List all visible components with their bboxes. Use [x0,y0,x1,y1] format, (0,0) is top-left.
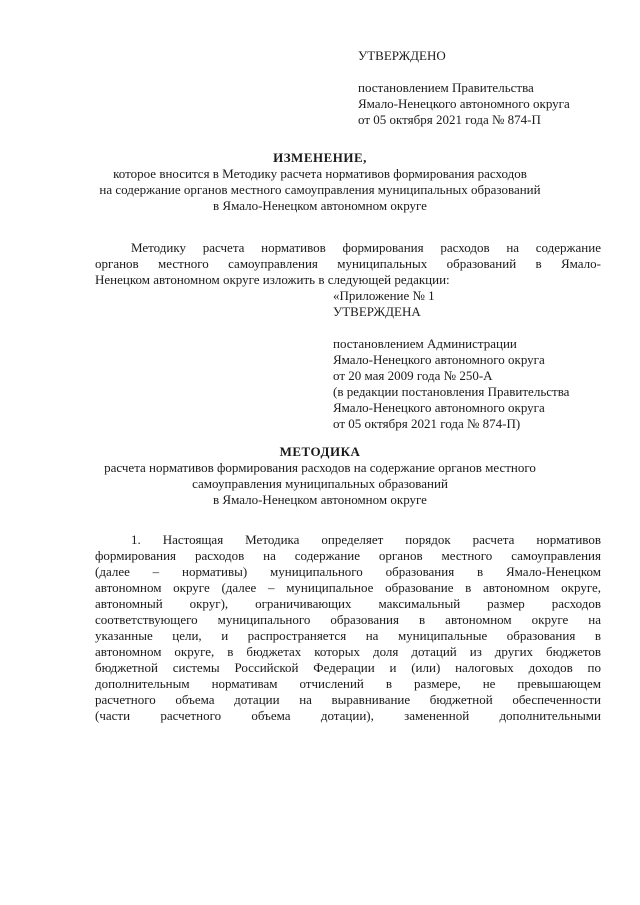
paragraph-line: 1. Настоящая Методика определяет порядок расчета нормативов [131,532,601,547]
paragraph-line: указанные цели, и распространяется на муниципальные образования в [95,628,601,643]
appendix-line: от 05 октября 2021 года № 874-П) [333,416,521,431]
paragraph-line: дополнительным нормативам отчислений в размере, не превышающем [95,676,601,691]
appendix-line: (в редакции постановления Правительства [333,384,570,399]
change-subtitle-line: в Ямало-Ненецком автономном округе [213,198,427,213]
appendix-line: Ямало-Ненецкого автономного округа [333,400,545,415]
method-subtitle-line: в Ямало-Ненецком автономном округе [213,492,427,507]
approval-title: УТВЕРЖДЕНО [358,48,446,63]
intro-line: Ненецком автономном округе изложить в следующей редакции: [95,272,450,287]
change-subtitle-line: на содержание органов местного самоуправления муниципальных образований [99,182,541,197]
intro-line: органов местного самоуправления муниципальных образований в Ямало- [95,256,601,271]
method-title: МЕТОДИКА [279,444,361,459]
appendix-title: УТВЕРЖДЕНА [333,304,421,319]
appendix-line: Ямало-Ненецкого автономного округа [333,352,545,367]
change-title: ИЗМЕНЕНИЕ, [273,150,367,165]
paragraph-line: автономном округе, в бюджетах которых доля дотаций из других бюджетов [95,644,601,659]
change-subtitle-line: которое вносится в Методику расчета нормативов формирования расходов [113,166,527,181]
paragraph-line: автономный округ), ограничивающих максимальный размер расходов [95,596,601,611]
appendix-line: от 20 мая 2009 года № 250-А [333,368,493,383]
approval-line: от 05 октября 2021 года № 874-П [358,112,541,127]
method-subtitle-line: самоуправления муниципальных образований [192,476,448,491]
approval-line: постановлением Правительства [358,80,534,95]
intro-line: Методику расчета нормативов формирования расходов на содержание [131,240,601,255]
paragraph-line: расчетного объема дотации на выравнивание бюджетной обеспеченности [95,692,601,707]
approval-line: Ямало-Ненецкого автономного округа [358,96,570,111]
paragraph-line: автономном округе (далее – муниципальное образование в автономном округе, [95,580,601,595]
appendix-line: постановлением Администрации [333,336,517,351]
paragraph-line: бюджетной системы Российской Федерации и (или) налоговых доходов по [95,660,601,675]
paragraph-line: формирования расходов на содержание органов местного самоуправления [95,548,601,563]
method-subtitle-line: расчета нормативов формирования расходов на содержание органов местного [104,460,536,475]
paragraph-line: соответствующего муниципального образования в автономном округе на [95,612,601,627]
paragraph-line: (далее – нормативы) муниципального образования в Ямало-Ненецком [95,564,601,579]
appendix-number: «Приложение № 1 [333,288,435,303]
paragraph-line: (части расчетного объема дотации), замененной дополнительными [95,708,601,723]
